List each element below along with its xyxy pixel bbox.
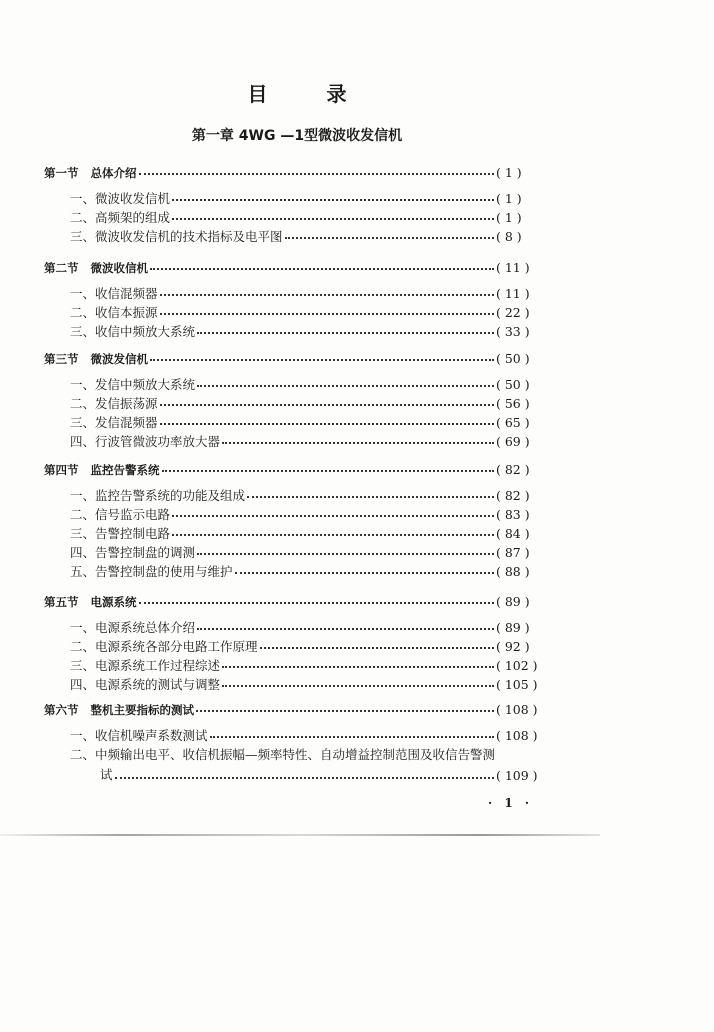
- entry-title: 信号监示电路: [95, 507, 171, 522]
- leader-dots: [196, 710, 494, 712]
- leader-dots: [172, 515, 494, 517]
- entry-number: 第一节: [44, 166, 79, 180]
- leader-dots: [260, 647, 494, 649]
- entry-number: 三、: [70, 415, 96, 430]
- entry-page: ( 11 ): [496, 260, 530, 275]
- entry-title: 收信中频放大系统: [95, 324, 196, 339]
- entry-title: 监控告警系统的功能及组成: [95, 488, 246, 503]
- subsection-entry: [70, 505, 544, 523]
- entry-page: ( 1 ): [496, 191, 522, 206]
- subsection-entry: [70, 394, 544, 412]
- entry-page: ( 1 ): [496, 165, 522, 180]
- subsection-entry: [70, 562, 544, 580]
- subsection-entry: [70, 227, 544, 245]
- entry-number: 五、: [70, 564, 96, 579]
- entry-title: 高频架的组成: [95, 210, 171, 225]
- leader-dots: [162, 470, 495, 472]
- entry-number: 四、: [70, 434, 96, 449]
- entry-title: 总体介绍: [90, 166, 137, 180]
- entry-page: ( 105 ): [496, 677, 538, 692]
- entry-number: 二、: [70, 396, 96, 411]
- entry-number: 一、: [70, 728, 96, 743]
- entry-title: 微波收发信机的技术指标及电平图: [95, 229, 283, 244]
- entry-number: 第四节: [44, 463, 79, 477]
- entry-number: 一、: [70, 377, 96, 392]
- entry-number: 一、: [70, 620, 96, 635]
- entry-page: ( 109 ): [496, 768, 538, 783]
- subsection-entry: [70, 208, 544, 226]
- leader-dots: [222, 685, 494, 687]
- section-entry: [44, 349, 544, 367]
- entry-title: 监控告警系统: [90, 463, 160, 477]
- entry-number: 第三节: [44, 352, 79, 366]
- subsection-entry: [70, 726, 544, 744]
- entry-page: ( 89 ): [496, 620, 530, 635]
- leader-dots: [197, 628, 494, 630]
- leader-dots: [222, 442, 494, 444]
- entry-number: 二、: [70, 747, 96, 762]
- entry-title: 电源系统工作过程综述: [95, 658, 221, 673]
- entry-title: 整机主要指标的测试: [90, 703, 194, 717]
- scan-edge-line: [0, 834, 600, 836]
- entry-number: 第五节: [44, 595, 79, 609]
- entry-number: 四、: [70, 677, 96, 692]
- entry-number: 一、: [70, 488, 96, 503]
- entry-title-line2: [100, 765, 544, 783]
- entry-title-line1: [70, 745, 495, 763]
- leader-dots: [197, 332, 494, 334]
- subsection-entry: [70, 675, 544, 693]
- entry-title: 电源系统各部分电路工作原理: [95, 639, 258, 654]
- section-entry: [44, 460, 544, 478]
- entry-number: 一、: [70, 286, 96, 301]
- subsection-entry: [70, 413, 544, 431]
- entry-title: 电源系统的测试与调整: [95, 677, 221, 692]
- entry-number: 二、: [70, 305, 96, 320]
- leader-dots: [197, 553, 494, 555]
- entry-title: 微波发信机: [90, 352, 148, 366]
- entry-page: ( 102 ): [496, 658, 538, 673]
- entry-page: ( 22 ): [496, 305, 530, 320]
- page-number: · 1 ·: [488, 796, 534, 810]
- leader-dots: [197, 385, 494, 387]
- subsection-entry: [70, 303, 544, 321]
- entry-title: 告警控制盘的使用与维护: [95, 564, 233, 579]
- entry-page: ( 92 ): [496, 639, 530, 654]
- leader-dots: [160, 294, 494, 296]
- page-title: 目 录: [247, 82, 373, 106]
- leader-dots: [172, 534, 494, 536]
- entry-number: 第六节: [44, 703, 79, 717]
- entry-page: ( 84 ): [496, 526, 530, 541]
- leader-dots: [235, 572, 494, 574]
- entry-title: 收信机噪声系数测试: [95, 728, 208, 743]
- entry-page: ( 82 ): [496, 462, 530, 477]
- subsection-entry: [70, 322, 544, 340]
- entry-page: ( 89 ): [496, 594, 530, 609]
- chapter-heading: 第一章 4WG —1型微波收发信机: [191, 128, 403, 144]
- section-entry: [44, 258, 544, 276]
- entry-title: 发信中频放大系统: [95, 377, 196, 392]
- entry-number: 三、: [70, 229, 96, 244]
- leader-dots: [172, 199, 494, 201]
- leader-dots: [139, 602, 495, 604]
- entry-page: ( 56 ): [496, 396, 530, 411]
- entry-page: ( 50 ): [496, 351, 530, 366]
- subsection-entry: [70, 618, 544, 636]
- leader-dots: [115, 777, 494, 779]
- entry-page: ( 8 ): [496, 229, 522, 244]
- subsection-entry: [70, 284, 544, 302]
- entry-number: 二、: [70, 507, 96, 522]
- section-entry: [44, 592, 544, 610]
- entry-number: 四、: [70, 545, 96, 560]
- entry-page: ( 69 ): [496, 434, 530, 449]
- entry-page: ( 83 ): [496, 507, 530, 522]
- entry-title-continued: 试: [100, 767, 113, 782]
- leader-dots: [160, 404, 494, 406]
- entry-number: 三、: [70, 324, 96, 339]
- leader-dots: [172, 218, 494, 220]
- entry-title: 告警控制电路: [95, 526, 171, 541]
- entry-title: 微波收信机: [90, 261, 148, 275]
- entry-title: 中频输出电平、收信机振幅—频率特性、自动增益控制范围及收信告警测: [95, 747, 496, 762]
- entry-page: ( 50 ): [496, 377, 530, 392]
- leader-dots: [160, 423, 494, 425]
- entry-page: ( 33 ): [496, 324, 530, 339]
- entry-title: 收信本振源: [95, 305, 158, 320]
- entry-number: 三、: [70, 526, 96, 541]
- leader-dots: [150, 359, 494, 361]
- entry-title: 电源系统总体介绍: [95, 620, 196, 635]
- entry-number: 一、: [70, 191, 96, 206]
- entry-title: 发信振荡源: [95, 396, 158, 411]
- entry-page: ( 87 ): [496, 545, 530, 560]
- leader-dots: [139, 173, 495, 175]
- entry-number: 第二节: [44, 261, 79, 275]
- entry-page: ( 108 ): [496, 728, 538, 743]
- subsection-entry: [70, 486, 544, 504]
- entry-title: 告警控制盘的调测: [95, 545, 196, 560]
- leader-dots: [247, 496, 494, 498]
- leader-dots: [160, 313, 494, 315]
- entry-title: 微波收发信机: [95, 191, 171, 206]
- section-entry: [44, 163, 544, 181]
- entry-title: 收信混频器: [95, 286, 158, 301]
- subsection-entry: [70, 637, 544, 655]
- entry-page: ( 11 ): [496, 286, 530, 301]
- section-entry: [44, 700, 544, 718]
- entry-page: ( 108 ): [496, 702, 538, 717]
- entry-title: 发信混频器: [95, 415, 158, 430]
- entry-page: ( 1 ): [496, 210, 522, 225]
- entry-page: ( 82 ): [496, 488, 530, 503]
- leader-dots: [210, 736, 494, 738]
- subsection-entry: [70, 656, 544, 674]
- entry-title: 电源系统: [90, 595, 137, 609]
- entry-page: ( 88 ): [496, 564, 530, 579]
- subsection-entry: [70, 543, 544, 561]
- entry-number: 二、: [70, 210, 96, 225]
- entry-number: 三、: [70, 658, 96, 673]
- entry-title: 行波管微波功率放大器: [95, 434, 221, 449]
- entry-page: ( 65 ): [496, 415, 530, 430]
- leader-dots: [285, 237, 494, 239]
- subsection-entry: [70, 432, 544, 450]
- leader-dots: [222, 666, 494, 668]
- leader-dots: [150, 268, 494, 270]
- subsection-entry: [70, 189, 544, 207]
- entry-number: 二、: [70, 639, 96, 654]
- subsection-entry: [70, 375, 544, 393]
- subsection-entry: [70, 524, 544, 542]
